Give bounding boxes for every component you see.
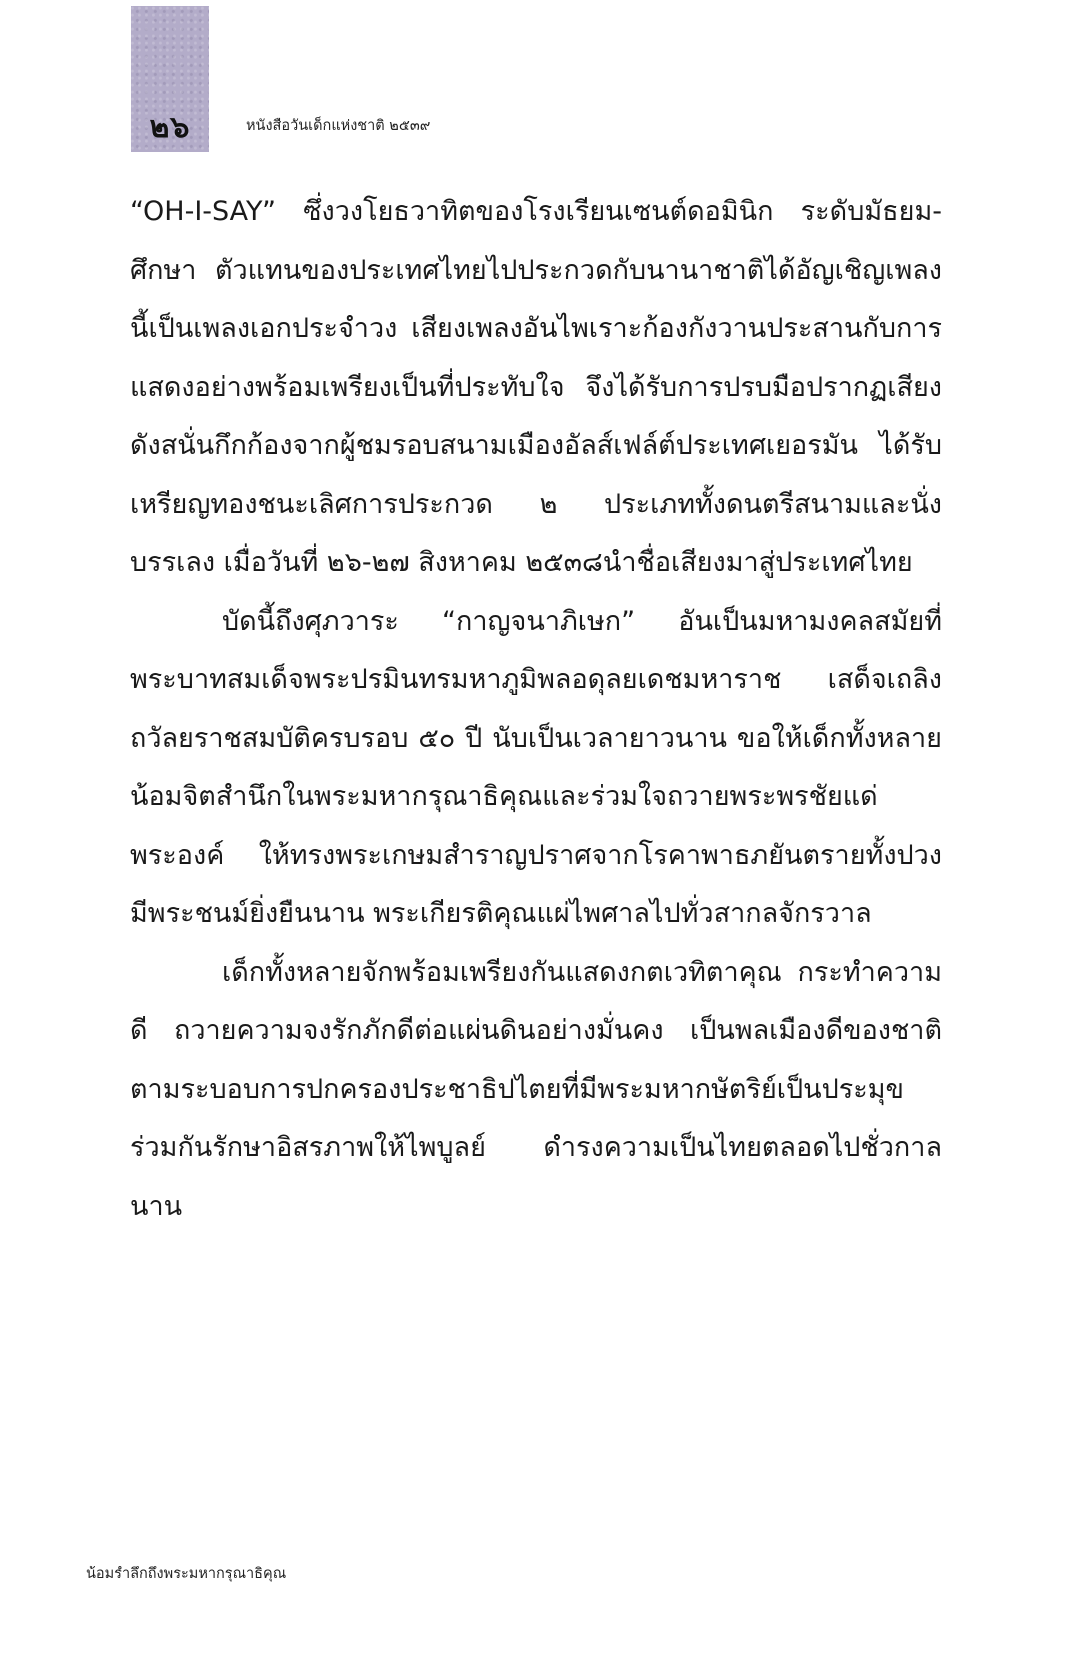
body-text	[130, 183, 942, 1236]
paragraph-1: “OH-I-SAY” ซึ่งวงโยธวาทิตของโรงเรียนเซนต์ดอมินิก ระดับมัธยม-ศึกษา ตัวแทนของประเทศไทยไปประกวดกับนานาชาติได้อัญเชิญเพลงนี้เป็นเพลงเอกประจำวง เสียงเพลงอันไพเราะก้องกังวานประสานกับการแสดงอย่างพร้อมเพรียงเป็นที่ประทับใจ จึงได้รับการปรบมือปรากฏเสียงดังสนั่นกึกก้องจากผู้ชมรอบสนามเมืองอัลส์เฟล์ต์ประเทศเยอรมัน ได้รับเหรียญทองชนะเลิศการประกวด ๒ ประเภททั้งดนตรีสนามและนั่งบรรเลง เมื่อวันที่ ๒๖-๒๗ สิงหาคม ๒๕๓๘นำชื่อเสียงมาสู่ประเทศไทย	[130, 196, 942, 578]
page-number: ๒๖	[149, 110, 191, 145]
paragraph-2: บัดนี้ถึงศุภวาระ “กาญจนาภิเษก” อันเป็นมหามงคลสมัยที่พระบาทสมเด็จพระปรมินทรมหาภูมิพลอดุลยเดชมหาราช เสด็จเถลิงถวัลยราชสมบัติครบรอบ ๕๐ ปี นับเป็นเวลายาวนาน ขอให้เด็กทั้งหลายน้อมจิตสำนึกในพระมหากรุณาธิคุณและร่วมใจถวายพระพรชัยแด่พระองค์ ให้ทรงพระเกษมสำราญปราศจากโรคาพาธภยันตรายทั้งปวง มีพระชนม์ยิ่งยืนนาน พระเกียรติคุณแผ่ไพศาลไปทั่วสากลจักรวาล	[130, 605, 942, 929]
running-title: หนังสือวันเด็กแห่งชาติ ๒๕๓๙	[246, 118, 431, 134]
paragraph-3: เด็กทั้งหลายจักพร้อมเพรียงกันแสดงกตเวทิตาคุณ กระทำความดี ถวายความจงรักภักดีต่อแผ่นดินอย่างมั่นคง เป็นพลเมืองดีของชาติตามระบอบการปกครองประชาธิปไตยที่มีพระมหากษัตริย์เป็นประมุข ร่วมกันรักษาอิสรภาพให้ไพบูลย์ ดำรงความเป็นไทยตลอดไปชั่วกาลนาน	[130, 956, 942, 1222]
footer-note: น้อมรำลึกถึงพระมหากรุณาธิคุณ	[86, 1566, 287, 1582]
